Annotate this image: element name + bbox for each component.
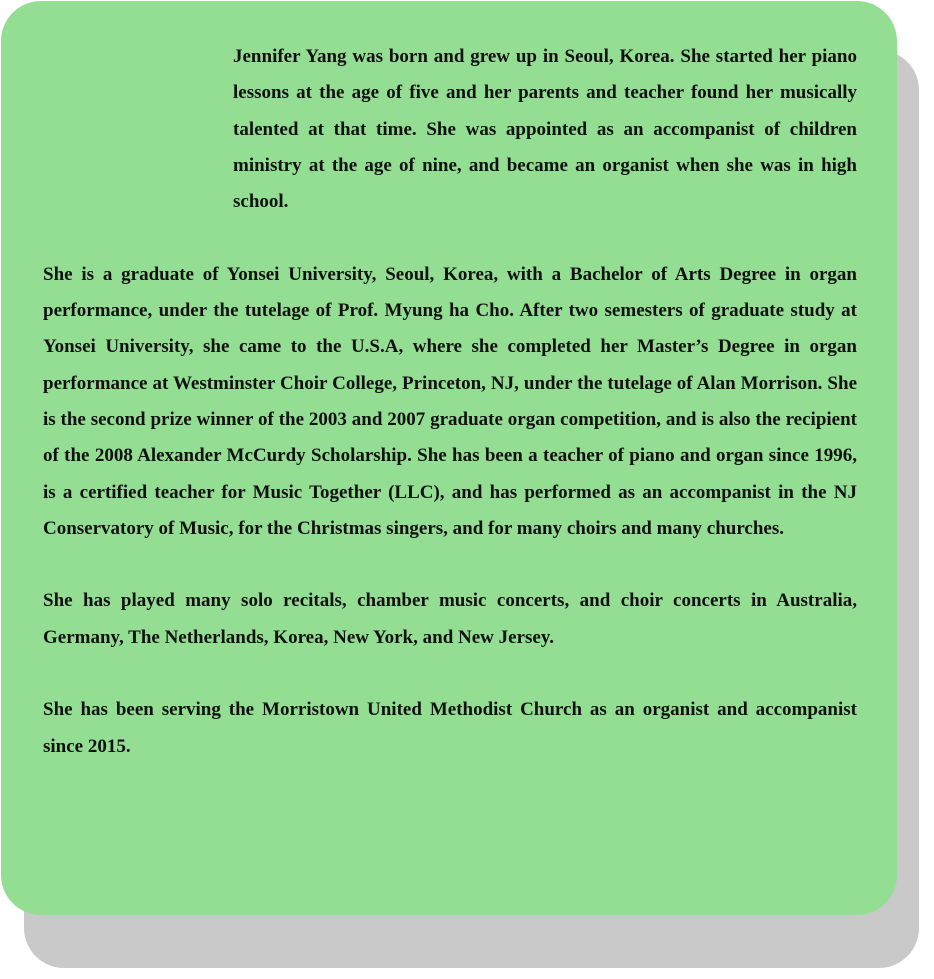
bio-paragraph-recitals: She has played many solo recitals, chamber music concerts, and choir concerts in Australia, Germany, The Netherlands, Korea, New York, and New Jersey. (43, 590, 857, 648)
bio-paragraph-intro: Jennifer Yang was born and grew up in Seoul, Korea. She started her piano lessons at the age of five and her parents and teacher found her musically talented at that time. She was appointed as an accompanist of children ministry at the age of nine, and became an organist when she was in high school. (233, 46, 857, 213)
bio-paragraph-current-role: She has been serving the Morristown United Methodist Church as an organist and accompanist since 2015. (43, 699, 857, 757)
bio-card (1, 1, 897, 915)
bio-text (43, 39, 857, 765)
bio-paragraph-education: She is a graduate of Yonsei University, Seoul, Korea, with a Bachelor of Arts Degree in organ performance, under the tutelage of Prof. Myung ha Cho. After two semesters of graduate study at Yonsei University, she came to the U.S.A, where she completed her Master’s Degree in organ performance at Westminster Choir College, Princeton, NJ, under the tutelage of Alan Morrison. She is the second prize winner of the 2003 and 2007 graduate organ competition, and is also the recipient of the 2008 Alexander McCurdy Scholarship. She has been a teacher of piano and organ since 1996, is a certified teacher for Music Together (LLC), and has performed as an accompanist in the NJ Conservatory of Music, for the Christmas singers, and for many choirs and many churches. (43, 263, 857, 539)
